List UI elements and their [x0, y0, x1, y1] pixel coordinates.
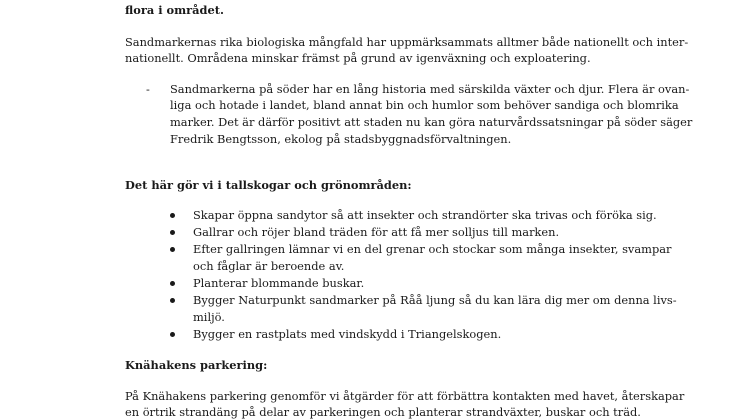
bullet-dot: [170, 213, 175, 218]
bullet-dot: [170, 281, 175, 286]
bullet-item: Planterar blommande buskar.: [193, 276, 365, 290]
bullet-dot: [170, 230, 175, 235]
bullet-dot: [170, 298, 175, 303]
bullet-item: Bygger Naturpunkt sandmarker på Råå ljung så du kan lära dig mer om denna livs-: [193, 293, 677, 307]
section-heading: Knähakens parkering:: [125, 358, 268, 372]
dash-item-line: liga och hotade i landet, bland annat bin och humlor som behöver sandiga och blomrika: [170, 98, 679, 112]
paragraph-line: en örtrik strandäng på delar av parkeringen och planterar strandväxter, buskar och träd.: [125, 405, 641, 419]
bullet-dot: [170, 332, 175, 337]
bullet-item: Gallrar och röjer bland träden för att få mer solljus till marken.: [193, 225, 560, 239]
dash-item-line: marker. Det är därför positivt att staden nu kan göra naturvårdssatsningar på söder säger: [170, 115, 693, 129]
bullet-item: Skapar öppna sandytor så att insekter och strandörter ska trivas och föröka sig.: [193, 208, 657, 222]
dash-marker: -: [146, 82, 150, 96]
paragraph-line: nationellt. Områdena minskar främst på grund av igenväxning och exploatering.: [125, 51, 591, 65]
intro-fragment: flora i området.: [125, 3, 224, 17]
paragraph-line: På Knähakens parkering genomför vi åtgärder för att förbättra kontakten med havet, återskapar: [125, 389, 685, 403]
bullet-item: Efter gallringen lämnar vi en del grenar och stockar som många insekter, svampar: [193, 242, 672, 256]
bullet-item-continuation: miljö.: [193, 310, 225, 324]
section-heading: Det här gör vi i tallskogar och grönområden:: [125, 178, 412, 192]
paragraph-line: Sandmarkernas rika biologiska mångfald har uppmärksammats alltmer både nationellt och inter-: [125, 35, 689, 49]
dash-item-line: Fredrik Bengtsson, ekolog på stadsbyggnadsförvaltningen.: [170, 132, 512, 146]
dash-item-line: Sandmarkerna på söder har en lång historia med särskilda växter och djur. Flera är ovan-: [170, 82, 690, 96]
bullet-item-continuation: och fåglar är beroende av.: [193, 259, 345, 273]
bullet-dot: [170, 247, 175, 252]
bullet-item: Bygger en rastplats med vindskydd i Triangelskogen.: [193, 327, 502, 341]
